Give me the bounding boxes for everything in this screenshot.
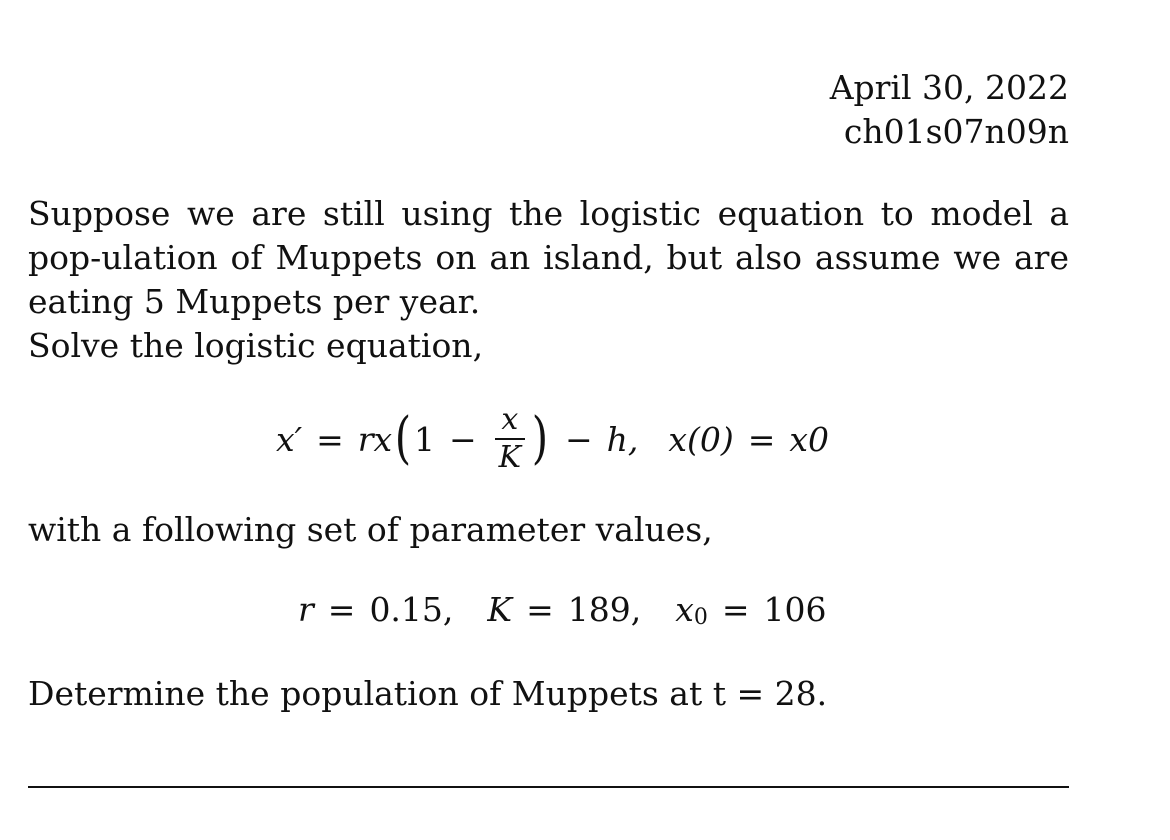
param-x0-subscript: 0: [693, 604, 708, 630]
intro-paragraph: [28, 192, 1069, 324]
problem-code: ch01s07n09n: [843, 112, 1069, 151]
equation-rx: rx: [357, 419, 393, 459]
minus-sign: −: [449, 419, 477, 459]
document-page: [28, 0, 1069, 840]
solve-paragraph: [28, 324, 1069, 368]
question-paragraph: [28, 672, 1069, 716]
param-r-value: 0.15,: [369, 589, 454, 629]
ic-equals-sign: =: [747, 419, 776, 459]
param-x0-label: x: [675, 589, 694, 629]
equation-lhs: x′: [276, 419, 303, 459]
logistic-equation: [28, 400, 1069, 478]
document-header: [830, 66, 1069, 154]
initial-condition-rhs: x0: [789, 419, 829, 459]
question-text: Determine the population of Muppets at t = 28.: [28, 674, 828, 713]
params-intro-text: with a following set of parameter values,: [28, 510, 713, 549]
solve-text: Solve the logistic equation,: [28, 326, 484, 365]
initial-condition-lhs: x(0): [668, 419, 734, 459]
right-paren: ): [531, 406, 549, 471]
document-date: April 30, 2022: [829, 68, 1069, 107]
harvest-term: h,: [606, 419, 639, 459]
fraction-denominator: K: [498, 439, 522, 475]
equation-one: 1: [414, 419, 436, 459]
horizontal-rule: [28, 786, 1069, 788]
intro-text: Suppose we are still using the logistic equation to model a pop-ulation of Muppets on an island, but also assume we are eating 5 Muppets per year.: [28, 194, 1069, 321]
left-paren: (: [394, 406, 412, 471]
params-intro-paragraph: [28, 508, 1069, 552]
parameter-values: r = 0.15, K = 189, x 0 = 106: [298, 589, 827, 630]
param-r-label: r: [298, 589, 314, 629]
equals-sign: =: [316, 419, 344, 459]
param-k-label: K: [487, 589, 513, 629]
param-x0-value: 106: [763, 589, 827, 629]
minus-sign-h: −: [564, 419, 593, 459]
param-k-value: 189,: [567, 589, 642, 629]
fraction-numerator: x: [501, 402, 519, 438]
fraction-x-over-k: [495, 403, 525, 475]
